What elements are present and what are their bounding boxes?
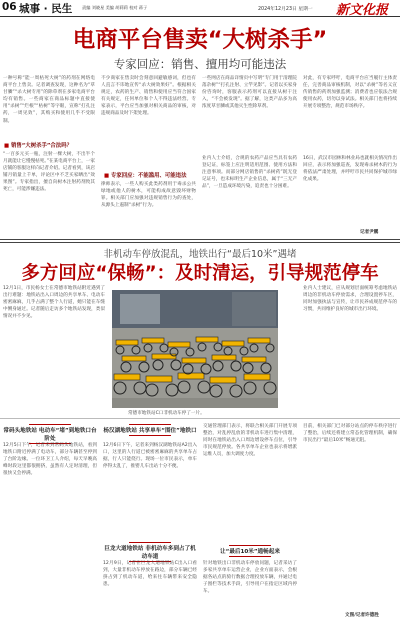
article1-col4: 对此，有专家呼吁，电商平台应当履行主体责任，完善商品审核机制，对以“杀树”等名义宣传销售的药剂加强监测；消费者也应依法合规使用农药，切勿以身试法。相关部门也将持续开展专项整治，规范市场秩序。 bbox=[303, 76, 397, 110]
article1-col4b: 16日，武汉市园林和林业局也就相关情况作出回应，表示将加强巡查，发现毒杀树木的行为将依法严肃处理，并呼吁市民共同保护城市绿化成果。 bbox=[303, 156, 397, 183]
article2-col2b: 12月9日，记者在巨龙大道地铁站C出入口看到，大量非机动车停放在路边，部分车辆已经挤占到了机动车道，给来往车辆带来安全隐患。 bbox=[103, 561, 197, 588]
photo-caption: 常德市地铁站C口非机动车停了一片。 bbox=[128, 411, 205, 416]
article2-kicker: 非机动车停放混乱，地铁出行“最后10米”遇堵 bbox=[103, 249, 297, 260]
article2-col2: 12月6日下午，记者来到杨汉湖地铁站A2出入口，这里的人行道已被密密麻麻的共享单车占据，行人只能绕行。现场一位市民表示，单车停得太乱了，推婴儿车出站十分不便。 bbox=[103, 443, 197, 470]
article1-subhead2: ■ 专家回应：不能滥用、可能违法 bbox=[104, 171, 186, 179]
article1-col1b: “一百多元买一瓶，注射一棵大树，不出半个月就能让它慢慢枯死。”在某电商平台上，一家店铺的客服这样向记者介绍。记者看到，该店铺月销量上千单，评论区中不乏买家晒出“效果图”。专家指出，擅自向树木注射药剂致其死亡，可能涉嫌违法。 bbox=[3, 152, 95, 193]
article2-subhead4: 让“最后10米”通畅起来 bbox=[203, 544, 297, 558]
article2-col3b: 针对地铁出口非机动车停放问题，记者采访了多家共享单车运营企业，企业方面表示，会根据各站点的骑行数据合理投放车辆，并通过电子围栏等技术手段，引导用户在指定区域内停车。 bbox=[203, 561, 297, 595]
article1-col2b: 律师表示，一些人购买此类药剂用于毒杀公共绿地或他人的树木，可能构成故意毁坏财物罪。相关部门应加强对违规销售行为的查处，从源头上遏制“杀树”行为。 bbox=[101, 182, 196, 209]
subheadline: 专家回应：销售、擅用均可能违法 bbox=[113, 57, 287, 71]
article1-credit: 记者尹鹏 bbox=[360, 230, 379, 235]
issue-date: 2024年12月23日 星期一 bbox=[258, 7, 313, 12]
article2-subhead1: 常码头地铁站 电动车“堵”到地铁口台阶处 bbox=[3, 423, 97, 445]
article2-col4b: 目前，相关部门已对部分站点的停车秩序进行了整治，后续还将建立常态化管理机制，确保市民出行“最后10米”畅通无阻。 bbox=[303, 424, 397, 444]
article2-credit: 文图/记者许德胜 bbox=[345, 613, 379, 618]
section-divider bbox=[0, 239, 400, 243]
article1-col1: 一种号称“能一周枯死大树”的药剂在网络电商平台上售卖。记者调查发现，这种名为“草甘膦”“杀大树专用”的除草剂在多家电商平台均有销售。一些商家在商品标题中直接使用“杀树”“烂根”“枯树”等字眼，宣称“打孔注药，一周见效”，其购买和使用几乎不受限制。 bbox=[3, 76, 95, 124]
article2-col1: 12月1日，市民杨女士在常德市地铁站附近遇到了出行难题：地铁站出入口周边的共享单车、电动车密密麻麻，几乎占满了整个人行道，她只能在车缝中侧身通过。记者随后走访多个地铁站发现，类似情况并不少见。 bbox=[3, 286, 105, 320]
article1-col3: 一些网店在商品详情页中写明“专门用于清理院落杂树”“打孔注射、立竿见影”。记者以买家身份咨询时，客服表示药剂可以直接从树干注入，“不会被发现”。据了解，这类产品多为高浓度草甘膦或其他灭生性除草剂。 bbox=[202, 76, 297, 110]
article2-headline: 多方回应“保畅”：及时清运，引导规范停车 bbox=[21, 263, 379, 284]
article2-col1b: 12月5日下午，记者来到常码头地铁站，看到地铁口附近停满了电动车，部分车辆甚至停到了台阶边缘。一位环卫工人介绍，每天早晚高峰时段这里都很拥挤，虽然有人定时清理，但很快又会停满。 bbox=[3, 443, 97, 477]
news-photo bbox=[112, 290, 278, 408]
photo-divider bbox=[0, 418, 400, 419]
article2-subhead2: 杨汉湖地铁站 共享单车“围住”地铁口 bbox=[103, 423, 197, 437]
bike-parking-photo bbox=[112, 290, 278, 408]
headline: 电商平台售卖“大树杀手” bbox=[72, 27, 328, 53]
article2-col3: 交通管理部门表示，将联合相关部门开展专项整治，对乱停乱放的非机动车进行集中清理，同时在地铁站出入口周边增设停车点位，引导市民规范停放。各共享单车企业也表示将增派运维人员，加大调度力度。 bbox=[203, 424, 297, 458]
newspaper-logo: 新文化报 bbox=[336, 3, 389, 18]
article1-col2: 不少商家在售卖时会刻意回避敏感词，但也有人直言不讳地宣传“杀大树效果好”。根据相关规定，农药的生产、销售和使用应当符合国家有关规定，任何单位和个人不得违法经营。专家表示，平台应当加强对相关商品的审核，对违规商品及时下架处理。 bbox=[101, 76, 196, 117]
article1-col3b: 业内人士介绍，合规的农药产品应当具有农药登记证，标签上应注明适用范围、使用方法和注意事项。而部分网店销售的“杀树药”既无登记证号，也未标明生产企业信息，属于“三无产品”，一旦造成环境污染，追责也十分困难。 bbox=[202, 156, 297, 190]
article1-subhead1: ■ 销售“大树杀手”合法吗？ bbox=[4, 141, 72, 149]
page-header bbox=[0, 0, 400, 17]
staff-credits: 责编 刘晓星 美编 胡莉莉 校对 蒋子 bbox=[82, 5, 148, 10]
section-number: 06 bbox=[2, 1, 17, 13]
article2-col4: 业内人士建议，应从规划层面统筹考虑地铁站周边的非机动车停放需求，合理设置停车区，同时加强执法与宣传，让市民养成规范停车的习惯，共同维护良好的城市出行环境。 bbox=[303, 286, 397, 313]
section-name: 城事 · 民生 bbox=[19, 3, 73, 15]
article2-subhead3: 巨龙大道地铁站 非机动车多到占了机动车道 bbox=[103, 541, 197, 563]
